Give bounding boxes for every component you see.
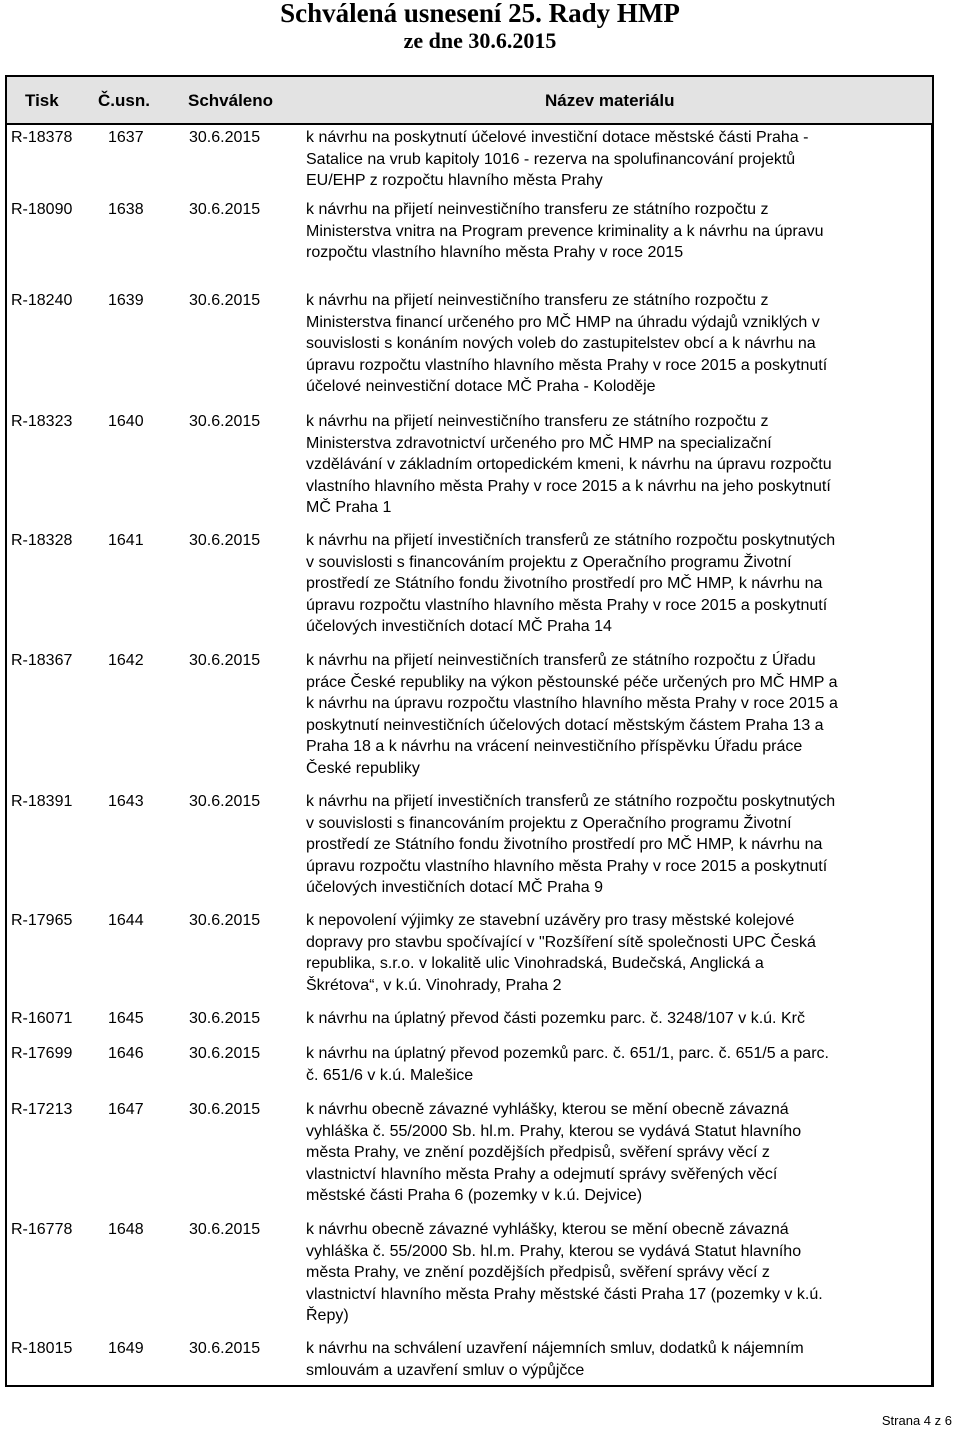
row-material-line: vyhláška č. 55/2000 Sb. hl.m. Prahy, kterou se vydává Statut hlavního [306,1122,802,1140]
row-material-line: účelové neinvestiční dotace MČ Praha - Koloděje [306,378,656,395]
row-approved-date: 30.6.2015 [189,793,261,810]
row-material-name [306,650,931,779]
row-material-line: k návrhu na úplatný převod pozemků parc. č. 651/1, parc. č. 651/5 a parc. [306,1045,829,1062]
row-tisk: R-18015 [11,1340,73,1357]
row-material-name [306,910,931,996]
row-material-line: v souvislosti s financováním projektu z Operačního programu Životní [306,553,792,571]
row-material-line: vlastnictví hlavního města Prahy městské části Praha 17 (pozemky v k.ú. [306,1285,823,1303]
row-material-line: městské části Praha 6 (pozemky v k.ú. Dejvice) [306,1187,643,1204]
column-header-cusn: Č.usn. [98,91,150,110]
row-tisk: R-16071 [11,1010,73,1027]
row-material-name [306,530,931,638]
row-resolution-number: 1643 [108,793,144,810]
row-approved-date: 30.6.2015 [189,129,261,146]
row-material-line: účelových investičních dotací MČ Praha 9 [306,879,604,896]
row-material-line: prostředí ze Státního fondu životního prostředí pro MČ HMP, k návrhu na [306,575,823,592]
row-material-line: vlastnictví hlavního města Prahy a odejmutí správy svěřených věcí [306,1165,778,1183]
row-approved-date: 30.6.2015 [189,1101,261,1118]
row-resolution-number: 1647 [108,1101,144,1118]
row-material-line: k návrhu na přijetí investičních transferů ze státního rozpočtu poskytnutých [306,793,836,810]
row-material-line: Praha 18 a k návrhu na vrácení neinvestičního příspěvku Úřadu práce [306,738,803,755]
row-material-name [306,791,931,899]
row-resolution-number: 1645 [108,1010,144,1027]
row-resolution-number: 1640 [108,413,144,430]
row-resolution-number: 1649 [108,1340,144,1357]
row-material-line: vzdělávání v základním ortopedickém kmeni, k návrhu na úpravu rozpočtu [306,456,832,473]
row-tisk: R-17213 [11,1101,73,1118]
row-resolution-number: 1648 [108,1221,144,1238]
row-material-line: k návrhu na přijetí neinvestičního transferu ze státního rozpočtu z [306,413,769,430]
row-resolution-number: 1639 [108,292,144,309]
row-tisk: R-18323 [11,413,73,430]
column-header-tisk: Tisk [25,91,59,110]
row-approved-date: 30.6.2015 [189,532,261,549]
row-material-line: Ministerstva vnitra na Program prevence kriminality a k návrhu na úpravu [306,222,824,240]
row-approved-date: 30.6.2015 [189,1045,261,1062]
row-resolution-number: 1644 [108,912,144,929]
row-material-line: práce České republiky na výkon pěstounské péče určených pro MČ HMP a [306,673,838,691]
row-material-line: Satalice na vrub kapitoly 1016 - rezerva na spolufinancování projektů [306,150,796,168]
page-subtitle: ze dne 30.6.2015 [403,28,557,53]
row-material-line: vyhláška č. 55/2000 Sb. hl.m. Prahy, kterou se vydává Statut hlavního [306,1242,802,1260]
row-material-name [306,1099,931,1207]
column-header-schvaleno: Schváleno [188,91,274,110]
row-material-line: k návrhu na přijetí investičních transferů ze státního rozpočtu poskytnutých [306,532,836,549]
row-material-line: EU/EHP z rozpočtu hlavního města Prahy [306,172,603,189]
row-material-line: k návrhu na přijetí neinvestičních transferů ze státního rozpočtu z Úřadu [306,652,816,669]
row-material-line: České republiky [306,759,420,777]
row-material-line: vlastního hlavního města Prahy v roce 2015 a k návrhu na jeho poskytnutí [306,477,831,495]
row-material-name [306,127,931,192]
row-tisk: R-17699 [11,1045,73,1062]
row-tisk: R-18328 [11,532,73,549]
row-material-line: smlouvám a uzavření smluv o výpůjčce [306,1361,585,1379]
row-approved-date: 30.6.2015 [189,652,261,669]
row-material-line: Ministerstva financí určeného pro MČ HMP na úhradu výdajů vzniklých v [306,313,820,331]
row-material-line: Řepy) [306,1307,349,1324]
row-material-line: MČ Praha 1 [306,499,392,516]
page-number: Strana 4 z 6 [881,1413,952,1428]
row-tisk: R-18378 [11,129,73,146]
row-material-line: Škrétova“, v k.ú. Vinohrady, Praha 2 [306,976,562,994]
row-approved-date: 30.6.2015 [189,201,261,218]
row-approved-date: 30.6.2015 [189,1010,261,1027]
row-material-line: k návrhu obecně závazné vyhlášky, kterou se mění obecně závazná [306,1101,789,1118]
row-approved-date: 30.6.2015 [189,292,261,309]
row-resolution-number: 1641 [108,532,144,549]
row-material-name [306,1219,931,1327]
row-resolution-number: 1642 [108,652,144,669]
row-material-line: k návrhu na úplatný převod části pozemku parc. č. 3248/107 v k.ú. Krč [306,1010,805,1027]
row-material-line: republika, s.r.o. v lokalitě ulic Vinohradská, Budečská, Anglická a [306,955,764,972]
row-material-line: k nepovolení výjimky ze stavební uzávěry pro trasy městské kolejové [306,912,795,929]
row-material-line: rozpočtu vlastního hlavního města Prahy v roce 2015 [306,244,684,261]
row-material-name [306,1043,931,1086]
row-material-line: k návrhu na přijetí neinvestičního transferu ze státního rozpočtu z [306,201,769,218]
row-material-line: dopravy pro stavbu spočívající v "Rozšíření sítě společnosti UPC Česká [306,933,816,951]
row-tisk: R-18240 [11,292,73,309]
row-material-line: úpravu rozpočtu vlastního hlavního města Prahy v roce 2015 a poskytnutí [306,356,828,374]
row-material-name [306,1008,931,1030]
row-material-name [306,411,931,519]
row-resolution-number: 1638 [108,201,144,218]
row-material-line: města Prahy, ve znění pozdějších předpisů, svěření správy věcí z [306,1264,770,1281]
row-approved-date: 30.6.2015 [189,1340,261,1357]
row-material-name [306,1338,931,1381]
row-material-line: úpravu rozpočtu vlastního hlavního města Prahy v roce 2015 a poskytnutí [306,596,828,614]
row-material-line: Ministerstva zdravotnictví určeného pro MČ HMP na specializační [306,434,772,452]
row-material-line: souvislosti s konáním nových voleb do zastupitelstev obcí a k návrhu na [306,335,816,352]
row-material-line: k návrhu na přijetí neinvestičního transferu ze státního rozpočtu z [306,292,769,309]
row-material-line: poskytnutí neinvestičních účelových dotací městským částem Praha 13 a [306,716,824,734]
row-approved-date: 30.6.2015 [189,413,261,430]
row-material-line: k návrhu na poskytnutí účelové investiční dotace městské části Praha - [306,129,809,146]
row-tisk: R-18391 [11,793,73,810]
row-resolution-number: 1646 [108,1045,144,1062]
table-header [7,77,932,125]
row-material-line: účelových investičních dotací MČ Praha 14 [306,618,612,635]
row-approved-date: 30.6.2015 [189,912,261,929]
row-tisk: R-18090 [11,201,73,218]
row-material-line: úpravu rozpočtu vlastního hlavního města Prahy v roce 2015 a poskytnutí [306,857,828,875]
row-material-line: prostředí ze Státního fondu životního prostředí pro MČ HMP, k návrhu na [306,836,823,853]
row-material-line: k návrhu obecně závazné vyhlášky, kterou se mění obecně závazná [306,1221,789,1238]
row-material-line: č. 651/6 v k.ú. Malešice [306,1066,474,1084]
row-approved-date: 30.6.2015 [189,1221,261,1238]
row-resolution-number: 1637 [108,129,144,146]
row-tisk: R-17965 [11,912,73,929]
page-title: Schválená usnesení 25. Rady HMP [280,0,680,28]
row-material-line: k návrhu na úpravu rozpočtu vlastního hlavního města Prahy v roce 2015 a [306,695,838,712]
row-material-name [306,199,931,264]
row-tisk: R-16778 [11,1221,73,1238]
row-material-line: města Prahy, ve znění pozdějších předpisů, svěření správy věcí z [306,1144,770,1161]
column-header-nazev: Název materiálu [545,91,675,110]
row-tisk: R-18367 [11,652,73,669]
row-material-name [306,290,931,398]
row-material-line: k návrhu na schválení uzavření nájemních smluv, dodatků k nájemním [306,1340,804,1357]
row-material-line: v souvislosti s financováním projektu z Operačního programu Životní [306,814,792,832]
